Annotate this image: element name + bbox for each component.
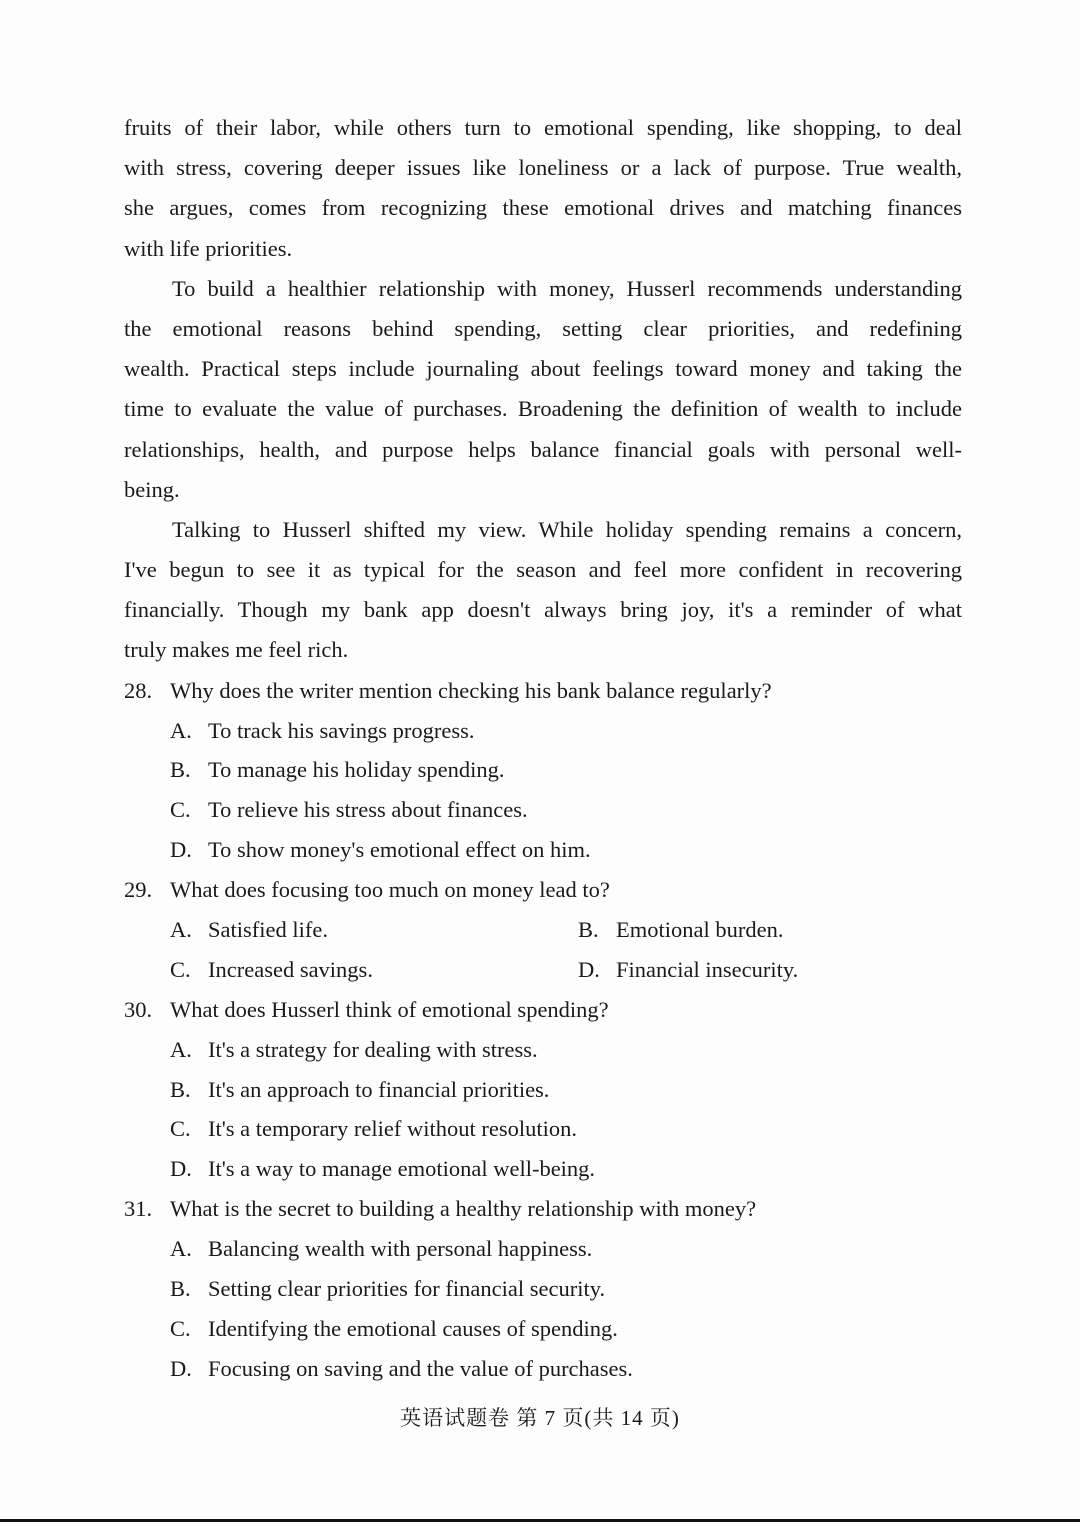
- option-letter: C.: [170, 956, 191, 982]
- option-letter: D.: [170, 1355, 192, 1381]
- option-letter: D.: [170, 837, 192, 863]
- option-row: [124, 910, 962, 950]
- passage-line: relationships, health, and purpose helps balance financial goals with personal well-: [124, 436, 962, 462]
- option-text: Identifying the emotional causes of spending.: [208, 1315, 618, 1341]
- option-text: To relieve his stress about finances.: [208, 797, 528, 823]
- option-a: [170, 917, 328, 942]
- question-28: [124, 671, 962, 870]
- passage-line: the emotional reasons behind spending, setting clear priorities, and redefining: [124, 315, 962, 341]
- option-letter: C.: [170, 1116, 191, 1142]
- option-letter: A.: [170, 1236, 192, 1262]
- option-c: [124, 1309, 962, 1349]
- passage-paragraph-3: [124, 510, 962, 671]
- option-d: [124, 1349, 962, 1389]
- option-letter: A.: [170, 1036, 192, 1062]
- question-text: What does Husserl think of emotional spending?: [170, 996, 609, 1022]
- option-text: To manage his holiday spending.: [208, 757, 505, 783]
- passage-paragraph-1: [124, 108, 962, 269]
- option-a: [124, 711, 962, 751]
- passage-line: truly makes me feel rich.: [124, 637, 349, 663]
- option-text: Setting clear priorities for financial security.: [208, 1275, 606, 1301]
- question-number: 30.: [124, 996, 153, 1022]
- option-b: [124, 750, 962, 790]
- passage-line: being.: [124, 476, 180, 502]
- option-letter: A.: [170, 916, 192, 942]
- question-stem: [124, 990, 962, 1030]
- page-content: [124, 108, 962, 1389]
- option-text: Focusing on saving and the value of purchases.: [208, 1355, 633, 1381]
- option-text: It's a way to manage emotional well-being.: [208, 1156, 596, 1182]
- option-text: It's a temporary relief without resolution.: [208, 1116, 577, 1142]
- option-letter: C.: [170, 797, 191, 823]
- option-text: Satisfied life.: [208, 916, 328, 942]
- passage-line: Talking to Husserl shifted my view. While holiday spending remains a concern,: [172, 516, 962, 542]
- option-letter: A.: [170, 717, 192, 743]
- passage-line: with stress, covering deeper issues like loneliness or a lack of purpose. True wealth,: [124, 155, 962, 181]
- option-text: To show money's emotional effect on him.: [208, 837, 591, 863]
- page-footer: 英语试题卷 第 7 页(共 14 页): [400, 1406, 680, 1430]
- question-number: 29.: [124, 877, 153, 903]
- option-c: [170, 957, 373, 982]
- option-letter: B.: [578, 916, 599, 942]
- question-30: [124, 990, 962, 1189]
- option-letter: D.: [170, 1156, 192, 1182]
- option-text: Increased savings.: [208, 956, 373, 982]
- option-text: It's an approach to financial priorities.: [208, 1076, 550, 1102]
- passage-line: she argues, comes from recognizing these emotional drives and matching finances: [124, 195, 962, 221]
- passage-line: wealth. Practical steps include journaling about feelings toward money and taking the: [124, 356, 962, 382]
- option-letter: D.: [578, 956, 600, 982]
- passage-line: I've begun to see it as typical for the season and feel more confident in recovering: [124, 557, 962, 583]
- option-d: [124, 830, 962, 870]
- option-letter: B.: [170, 757, 191, 783]
- question-29: [124, 870, 962, 990]
- question-number: 28.: [124, 677, 153, 703]
- question-stem: [124, 870, 962, 910]
- option-text: To track his savings progress.: [208, 717, 475, 743]
- option-text: Emotional burden.: [616, 916, 784, 942]
- question-31: [124, 1189, 962, 1388]
- option-b: [124, 1269, 962, 1309]
- option-letter: B.: [170, 1275, 191, 1301]
- option-d: [578, 950, 798, 990]
- question-text: Why does the writer mention checking his bank balance regularly?: [170, 677, 772, 703]
- option-b: [124, 1070, 962, 1110]
- passage-line: time to evaluate the value of purchases. Broadening the definition of wealth to include: [124, 396, 962, 422]
- question-text: What does focusing too much on money lead to?: [170, 877, 610, 903]
- question-stem: [124, 1189, 962, 1229]
- passage-line: fruits of their labor, while others turn to emotional spending, like shopping, to deal: [124, 115, 962, 140]
- option-a: [124, 1030, 962, 1070]
- option-c: [124, 1109, 962, 1149]
- option-c: [124, 790, 962, 830]
- option-a: [124, 1229, 962, 1269]
- option-letter: B.: [170, 1076, 191, 1102]
- option-text: It's a strategy for dealing with stress.: [208, 1036, 538, 1062]
- option-letter: C.: [170, 1315, 191, 1341]
- question-stem: [124, 671, 962, 711]
- passage-line: To build a healthier relationship with money, Husserl recommends understanding: [172, 275, 962, 301]
- option-text: Balancing wealth with personal happiness.: [208, 1236, 593, 1262]
- option-d: [124, 1149, 962, 1189]
- passage-line: financially. Though my bank app doesn't always bring joy, it's a reminder of what: [124, 597, 962, 623]
- bottom-divider: [0, 1519, 1080, 1522]
- option-b: [578, 910, 783, 950]
- question-text: What is the secret to building a healthy relationship with money?: [170, 1196, 757, 1222]
- passage-paragraph-2: [124, 269, 962, 510]
- option-text: Financial insecurity.: [616, 956, 799, 982]
- question-number: 31.: [124, 1196, 153, 1222]
- passage-line: with life priorities.: [124, 235, 293, 261]
- option-row: [124, 950, 962, 990]
